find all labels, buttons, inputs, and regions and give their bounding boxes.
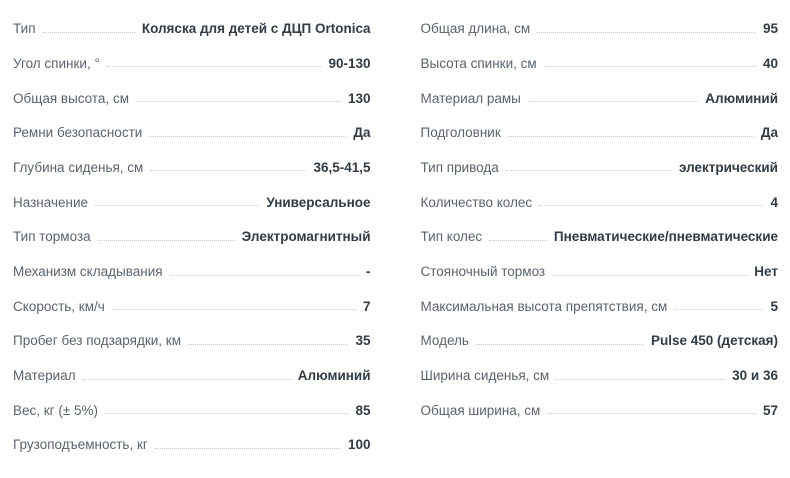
spec-row (421, 357, 779, 392)
spec-label: Общая длина, см (420, 21, 531, 37)
spec-value: 130 (347, 90, 371, 106)
specs-table (13, 10, 778, 461)
spec-row (13, 288, 371, 323)
spec-value: 4 (770, 194, 778, 210)
spec-row (13, 45, 371, 80)
spec-value: 40 (762, 55, 778, 71)
dotted-leader (98, 240, 235, 241)
dotted-leader (544, 66, 756, 67)
spec-value: 57 (762, 402, 778, 418)
dotted-leader (43, 32, 135, 33)
spec-value: 36,5-41,5 (313, 159, 371, 175)
spec-row (13, 149, 371, 184)
spec-value: 85 (355, 402, 371, 418)
spec-label: Высота спинки, см (420, 55, 537, 71)
spec-row (13, 10, 371, 45)
spec-row (421, 253, 779, 288)
dotted-leader (547, 413, 756, 414)
spec-value: 100 (347, 437, 371, 453)
dotted-leader (150, 170, 306, 171)
dotted-leader (112, 309, 356, 310)
spec-label: Подголовник (420, 125, 501, 141)
spec-label: Тип (13, 21, 36, 37)
dotted-leader (508, 136, 754, 137)
spec-label: Стояночный тормоз (420, 264, 546, 279)
dotted-leader (556, 379, 725, 380)
spec-row (421, 392, 779, 427)
spec-value: 7 (362, 298, 371, 314)
spec-row (421, 288, 779, 323)
spec-row (421, 45, 779, 80)
spec-row (13, 392, 371, 427)
spec-value: Электромагнитный (241, 229, 371, 245)
spec-row (421, 322, 779, 357)
dotted-leader (188, 344, 348, 345)
spec-row (421, 79, 779, 114)
dotted-leader (476, 344, 644, 345)
spec-label: Материал рамы (420, 90, 521, 106)
dotted-leader (489, 240, 547, 241)
spec-label: Модель (420, 333, 469, 349)
spec-value: Пневматические/пневматические (553, 229, 778, 245)
spec-row (421, 10, 779, 45)
spec-value: 5 (770, 298, 778, 314)
spec-label: Общая высота, см (13, 90, 129, 106)
spec-label: Грузоподъемность, кг (13, 437, 148, 453)
dotted-leader (155, 448, 341, 449)
dotted-leader (170, 275, 359, 276)
spec-row (13, 322, 371, 357)
spec-label: Назначение (13, 194, 89, 210)
dotted-leader (149, 136, 346, 137)
dotted-leader (95, 205, 259, 206)
spec-value: электрический (679, 159, 778, 175)
spec-value: Универсальное (266, 194, 371, 210)
dotted-leader (83, 379, 291, 380)
spec-row (13, 79, 371, 114)
spec-label: Тип колес (420, 229, 483, 245)
spec-label: Скорость, км/ч (13, 298, 105, 314)
spec-value: Алюминий (705, 90, 778, 106)
dotted-leader (105, 413, 348, 414)
dotted-leader (528, 101, 698, 102)
spec-label: Максимальная высота препятствия, см (420, 298, 668, 314)
spec-row (421, 218, 779, 253)
spec-label: Тип привода (420, 159, 499, 175)
spec-value: 90-130 (328, 55, 371, 71)
dotted-leader (136, 101, 341, 102)
spec-row (421, 114, 779, 149)
spec-label: Материал (13, 368, 76, 384)
spec-value: Нет (754, 264, 778, 279)
dotted-leader (506, 170, 672, 171)
spec-label: Ширина сиденья, см (420, 368, 550, 384)
spec-label: Механизм складывания (13, 264, 163, 279)
specs-column-right (421, 10, 779, 461)
spec-label: Общая ширина, см (420, 402, 541, 418)
spec-row (13, 218, 371, 253)
spec-label: Количество колес (420, 194, 533, 210)
dotted-leader (539, 205, 763, 206)
spec-value: Коляска для детей с ДЦП Ortonica (141, 21, 371, 37)
spec-row (13, 183, 371, 218)
spec-label: Вес, кг (± 5%) (13, 402, 99, 418)
spec-value: 95 (762, 21, 778, 37)
spec-label: Пробег без подзарядки, км (13, 333, 181, 349)
spec-row (421, 149, 779, 184)
spec-label: Ремни безопасности (13, 125, 143, 141)
spec-row (421, 183, 779, 218)
spec-row (13, 114, 371, 149)
dotted-leader (552, 275, 747, 276)
spec-label: Угол спинки, ° (13, 55, 100, 71)
specs-column-left (13, 10, 371, 461)
spec-value: - (366, 264, 371, 279)
spec-value: Да (760, 125, 778, 141)
dotted-leader (674, 309, 763, 310)
spec-value: 30 и 36 (732, 368, 778, 384)
spec-row (13, 426, 371, 461)
spec-value: Да (353, 125, 371, 141)
spec-value: 35 (355, 333, 371, 349)
spec-value: Алюминий (297, 368, 371, 384)
spec-row (13, 357, 371, 392)
dotted-leader (537, 32, 756, 33)
dotted-leader (107, 66, 322, 67)
spec-value: Pulse 450 (детская) (650, 333, 778, 349)
spec-row (13, 253, 371, 288)
spec-label: Глубина сиденья, см (13, 159, 144, 175)
spec-label: Тип тормоза (13, 229, 91, 245)
